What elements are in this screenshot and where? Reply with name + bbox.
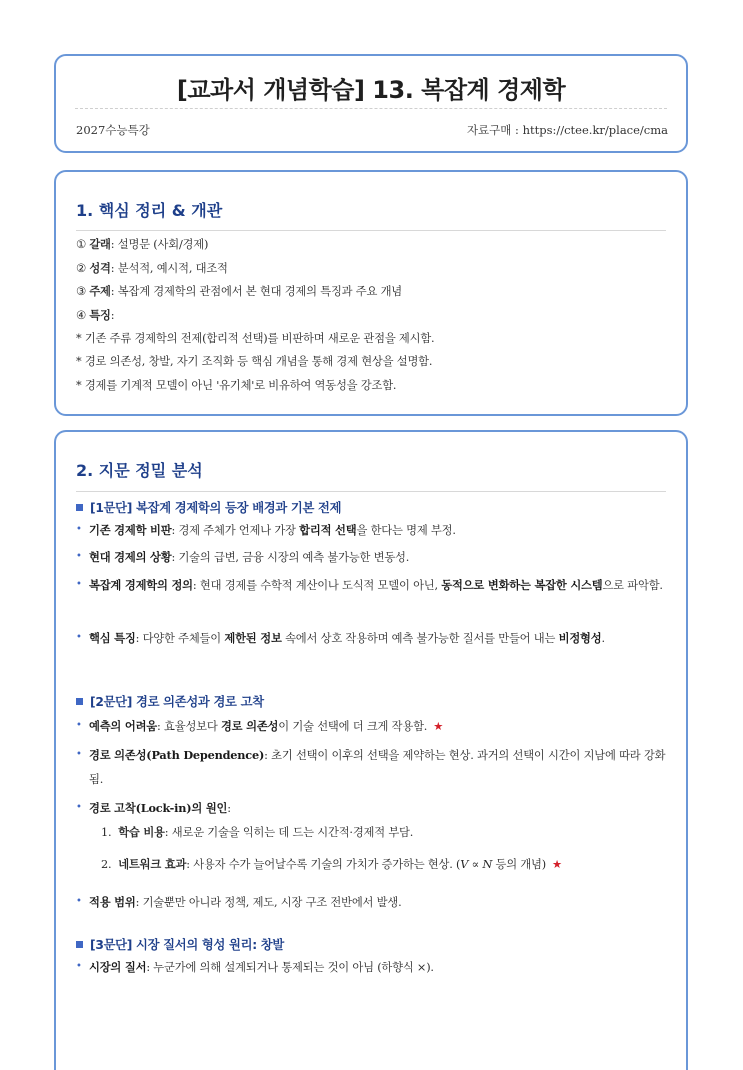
feature-note: * 경제를 기계적 모델이 아닌 '유기체'로 비유하여 역동성을 강조함. xyxy=(76,379,397,392)
overview-item-nature: ② 성격: 분석적, 예시적, 대조적 xyxy=(76,261,228,275)
header-box xyxy=(54,54,688,153)
paragraph-heading: [2문단] 경로 의존성과 경로 고착 xyxy=(76,692,264,710)
section-divider xyxy=(76,230,666,231)
paragraph-heading: [3문단] 시장 질서의 형성 원리: 창발 xyxy=(76,935,284,953)
bullet-item: • 경로 의존성(Path Dependence): 초기 선택이 이후의 선택을 제약하는 현상. 과거의 선택이 시간이 지남에 따라 강화됨. xyxy=(76,743,672,792)
feature-note: * 경로 의존성, 창발, 자기 조직화 등 핵심 개념을 통해 경제 현상을 설명함. xyxy=(76,355,433,368)
bullet-item: • 복잡계 경제학의 정의: 현대 경제를 수학적 계산이나 도식적 모델이 아닌, 동적으로 변화하는 복잡한 시스템으로 파악함. xyxy=(76,573,672,598)
star-icon: ★ xyxy=(433,720,444,733)
star-icon: ★ xyxy=(551,858,562,871)
bullet-icon: • xyxy=(76,579,82,590)
section-title: 2. 지문 정밀 분석 xyxy=(76,461,203,480)
bullet-icon: • xyxy=(76,551,82,562)
bullet-item: • 적용 범위: 기술뿐만 아니라 정책, 제도, 시장 구조 전반에서 발생. xyxy=(76,890,672,915)
page-title: [교과서 개념학습] 13. 복잡계 경제학 xyxy=(176,76,566,104)
bullet-item: • 핵심 특징: 다양한 주체들이 제한된 정보 속에서 상호 작용하며 예측 불가능한 질서를 만들어 내는 비정형성. xyxy=(76,626,672,651)
square-bullet-icon xyxy=(76,941,83,948)
bullet-item: • 시장의 질서: 누군가에 의해 설계되거나 통제되는 것이 아님 (하향식 ×). xyxy=(76,955,672,980)
numbered-item: 2. 네트워크 효과: 사용자 수가 늘어날수록 기술의 가치가 증가하는 현상. (V ∝ N 등의 개념) ★ xyxy=(101,857,562,871)
subtitle: 2027수능특강 xyxy=(76,123,150,137)
bullet-icon: • xyxy=(76,896,82,907)
square-bullet-icon xyxy=(76,698,83,705)
feature-note: * 기존 주류 경제학의 전제(합리적 선택)를 비판하며 새로운 관점을 제시함. xyxy=(76,332,435,345)
numbered-item: 1. 학습 비용: 새로운 기술을 익히는 데 드는 시간적·경제적 부담. xyxy=(101,825,414,839)
paragraph-heading: [1문단] 복잡계 경제학의 등장 배경과 기본 전제 xyxy=(76,498,341,516)
bullet-icon: • xyxy=(76,632,82,643)
overview-item-theme: ③ 주제: 복잡계 경제학의 관점에서 본 현대 경제의 특징과 주요 개념 xyxy=(76,284,403,298)
bullet-item: • 경로 고착(Lock-in)의 원인: xyxy=(76,796,672,821)
bullet-item: • 현대 경제의 상황: 기술의 급변, 금융 시장의 예측 불가능한 변동성. xyxy=(76,545,672,570)
overview-item-features: ④ 특징: xyxy=(76,308,115,322)
section-divider xyxy=(76,491,666,492)
square-bullet-icon xyxy=(76,504,83,511)
bullet-item: • 기존 경제학 비판: 경제 주체가 언제나 가장 합리적 선택을 한다는 명제 부정. xyxy=(76,518,672,543)
bullet-icon: • xyxy=(76,802,82,813)
bullet-icon: • xyxy=(76,720,82,731)
section-overview xyxy=(54,170,688,416)
bullet-icon: • xyxy=(76,524,82,535)
bullet-icon: • xyxy=(76,961,82,972)
overview-item-genre: ① 갈래: 설명문 (사회/경제) xyxy=(76,237,209,251)
bullet-item: • 예측의 어려움: 효율성보다 경로 의존성이 기술 선택에 더 크게 작용함. ★ xyxy=(76,714,672,739)
section-analysis xyxy=(54,430,688,1070)
header-divider xyxy=(75,108,667,109)
purchase-link[interactable]: 자료구매 : https://ctee.kr/place/cma xyxy=(466,123,668,137)
section-title: 1. 핵심 정리 & 개관 xyxy=(76,201,223,220)
bullet-icon: • xyxy=(76,749,82,760)
